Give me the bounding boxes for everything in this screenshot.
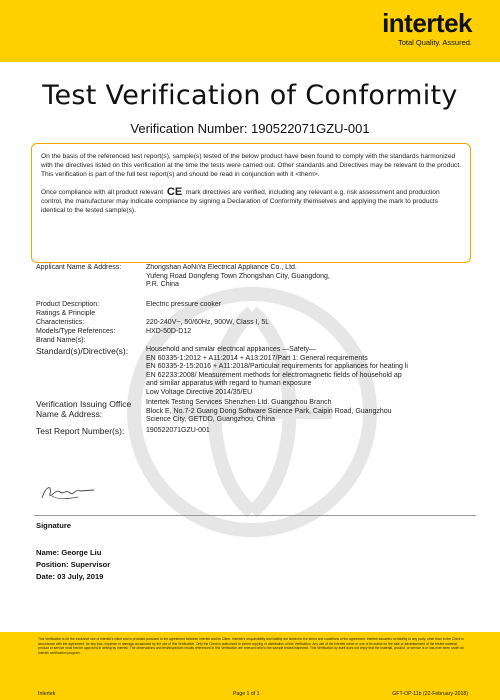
ratings-value: 220-240V~, 50/60Hz, 900W, Class I, 5L: [146, 319, 270, 326]
header-band: [0, 0, 500, 62]
applicant-label: Applicant Name & Address:: [36, 264, 122, 271]
issuing-line: Block E, No.7-2 Guang Dong Software Science Park, Caipin Road, Guangzhou: [146, 407, 392, 415]
issuing-office-value: [146, 399, 476, 425]
report-number-label: Test Report Number(s):: [36, 426, 125, 436]
standards-line: and similar apparatus with regard to human exposure: [146, 380, 312, 388]
verification-number: Verification Number: 190522071GZU-001: [130, 121, 370, 136]
ratings-label: [36, 310, 144, 327]
standards-label: Standard(s)/Directive(s):: [36, 346, 129, 356]
standards-value: [146, 346, 476, 398]
intro-box: [31, 143, 471, 263]
page-title: Test Verification of Conformity: [42, 80, 458, 111]
signature-divider: [34, 515, 476, 516]
intro-paragraph-2-end: mark directives are verified, including any relevant e.g. risk assessment and production control, the manufacturer may indicate compliance by signing a Declaration of Conformity themselves and applying the mark to products identical to the tested sample(s).: [41, 188, 440, 214]
logo-tagline: Total Quality. Assured.: [397, 38, 472, 47]
brand-label: Brand Name(s):: [36, 337, 86, 344]
standards-line: EN 60335-1:2012 + A11:2014 + A13:2017/Part 1: General requirements: [146, 354, 368, 362]
product-value: Electric pressure cooker: [146, 301, 222, 308]
handwritten-signature-icon: [38, 480, 98, 505]
footer-company: Intertek: [38, 691, 56, 697]
signature-caption: Signature: [36, 521, 72, 530]
logo-word: intertek: [382, 8, 472, 38]
standards-line: EN 60335-2-15:2016 + A11:2018/Particular requirements for appliances for heating li: [146, 363, 408, 371]
models-label: Models/Type References:: [36, 328, 116, 335]
issuing-line: Science City, GETDD, Guangzhou, China: [146, 416, 276, 424]
models-value: HXD-50D-D12: [146, 328, 192, 335]
intertek-logo: [382, 8, 472, 47]
applicant-value: [146, 264, 476, 290]
intro-paragraph-2: [41, 185, 461, 216]
signatory-name: Name: George Liu: [36, 548, 102, 557]
ratings-label-line: Characteristics:: [36, 318, 85, 326]
intro-paragraph-1: On the basis of the referenced test report(s), sample(s) tested of the below product have been found to comply with the standards harmonized with the directives listed on this verification at the time the tests were carried out. Other standards and Directives may be relevant to the product. This verification is part of the full test report(s) and should be read in conjunction with it <them>.: [41, 153, 462, 178]
footer-band: [0, 632, 500, 700]
ce-mark-icon: CE: [166, 185, 183, 198]
signature-date: Date: 03 July, 2019: [36, 572, 104, 581]
signature-block: [36, 520, 110, 583]
report-number-value: 190522071GZU-001: [146, 427, 210, 434]
applicant-line: Zhongshan AoNiYa Electrical Appliance Co., Ltd.: [146, 264, 297, 271]
product-label: Product Description:: [36, 301, 100, 308]
footer-page-number: Page 1 of 1: [233, 691, 260, 697]
standards-line: Low Voltage Directive 2014/35/EU: [146, 388, 253, 396]
signatory-position: Position: Supervisor: [36, 560, 111, 569]
issuing-label-line: Name & Address:: [36, 409, 103, 419]
intro-paragraph-2-start: Once compliance with all product relevant: [41, 188, 164, 196]
footer-form-code: GFT-OP-11b (22-February-2018): [392, 691, 468, 697]
applicant-line: P.R. China: [146, 281, 179, 289]
issuing-office-label: [36, 399, 144, 419]
legal-disclaimer: This Verification is for the exclusive use of Intertek's client and is provided pursuant to the agreement between Intertek and its Client. Intertek's responsibility and liability are limited to the terms and conditions of the agreement. Intertek assumes no liability to any party, other than to the Client in accordance with the agreement, for any loss, expense or damage occasioned by the use of this Verification. Only the Client is authorized to permit copying or distribution of this Verification. Any use of the Intertek name or one of its marks for the sale or advertisement of the tested material, product or service must first be approved in writing by Intertek. The observations and test/inspection results referenced in this Verification are relevant only to the sample tested/inspected. This Verification by itself does not imply that the material, product, or service is or has ever been under an Intertek certification program.: [38, 637, 464, 655]
issuing-label-line: Verification Issuing Office: [36, 399, 132, 409]
standards-line: EN 62233:2008/ Measurement methods for electromagnetic fields of household ap: [146, 371, 402, 379]
applicant-line: Yufeng Road Dongfeng Town Zhongshan City, Guangdong,: [146, 272, 330, 280]
issuing-line: Intertek Testing Services Shenzhen Ltd. Guangzhou Branch: [146, 399, 332, 406]
ratings-label-line: Ratings & Principle: [36, 310, 96, 317]
standards-line: Household and similar electrical appliances —Safety—: [146, 346, 317, 353]
